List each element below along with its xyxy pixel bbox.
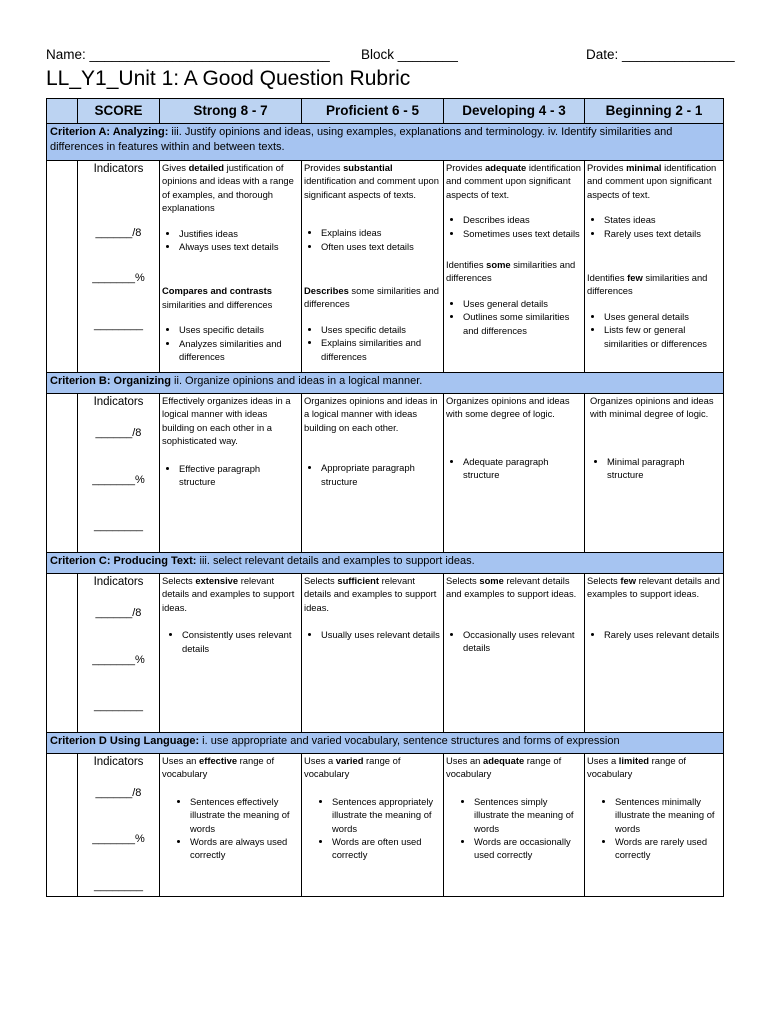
blank-field[interactable]: ________ bbox=[94, 520, 143, 532]
indicator-list bbox=[162, 628, 299, 655]
indicators-label: Indicators bbox=[93, 396, 144, 408]
list-item: • Sentences simply illustrate the meaning of words bbox=[474, 795, 582, 835]
indicators-cell-d bbox=[78, 754, 160, 897]
blank-field[interactable]: ________ bbox=[94, 880, 143, 892]
blank-field[interactable]: ________ bbox=[94, 319, 143, 331]
criterion-b-banner bbox=[47, 373, 724, 394]
indicator-list bbox=[162, 462, 299, 489]
list-item: • Uses specific details bbox=[321, 323, 441, 336]
name-field-line[interactable]: Name: ________________________________ bbox=[46, 47, 330, 62]
list-item: • Explains similarities and differences bbox=[321, 336, 441, 363]
descriptor-text: Identifies few similarities and differences bbox=[587, 272, 708, 297]
header-blank-cell bbox=[47, 99, 78, 124]
indicator-list bbox=[304, 628, 441, 641]
percent-field[interactable]: _______% bbox=[92, 654, 145, 666]
list-item: • Sentences effectively illustrate the meaning of words bbox=[190, 795, 299, 835]
indicator-list bbox=[304, 323, 441, 363]
blank-margin-cell bbox=[47, 754, 78, 897]
score-out-of-8-field[interactable]: ______/8 bbox=[95, 787, 142, 799]
indicators-cell-a bbox=[78, 161, 160, 373]
descriptor-text: Uses a varied range of vocabulary bbox=[304, 755, 401, 780]
descriptor-text: Provides minimal identification and comment upon significant aspects of text. bbox=[587, 162, 717, 200]
list-item: • Consistently uses relevant details bbox=[182, 628, 299, 655]
criterion-d-beginning-cell bbox=[585, 754, 724, 897]
list-item: • Explains ideas bbox=[321, 226, 441, 239]
score-out-of-8-field[interactable]: ______/8 bbox=[95, 227, 142, 239]
criterion-row-a bbox=[47, 124, 724, 161]
criterion-a-banner bbox=[47, 124, 724, 161]
indicators-label: Indicators bbox=[93, 756, 144, 768]
list-item: • Rarely uses text details bbox=[604, 227, 721, 240]
list-item: • Sentences appropriately illustrate the meaning of words bbox=[332, 795, 441, 835]
indicator-list bbox=[304, 461, 441, 488]
blank-margin-cell bbox=[47, 161, 78, 373]
column-header-strong: Strong 8 - 7 bbox=[160, 99, 302, 124]
column-header-developing: Developing 4 - 3 bbox=[444, 99, 585, 124]
indicators-cell-b bbox=[78, 394, 160, 553]
descriptor-text: Selects sufficient relevant details and examples to support ideas. bbox=[304, 575, 437, 613]
list-item: • Justifies ideas bbox=[179, 227, 299, 240]
indicators-cell-c bbox=[78, 574, 160, 733]
list-item: • Uses specific details bbox=[179, 323, 299, 336]
list-item: • States ideas bbox=[604, 213, 721, 226]
descriptor-text: Gives detailed justification of opinions and ideas with a range of examples, and thorough explanations bbox=[162, 162, 294, 214]
criterion-d-description: i. use appropriate and varied vocabulary, sentence structures and forms of expression bbox=[199, 735, 620, 747]
indicators-label: Indicators bbox=[93, 163, 144, 175]
descriptor-text: Selects extensive relevant details and examples to support ideas. bbox=[162, 575, 295, 613]
indicator-list bbox=[304, 226, 441, 253]
percent-field[interactable]: _______% bbox=[92, 272, 145, 284]
criterion-a-developing-cell bbox=[444, 161, 585, 373]
descriptor-text: Compares and contrasts similarities and differences bbox=[162, 285, 273, 310]
criterion-c-beginning-cell bbox=[585, 574, 724, 733]
rubric-header-row bbox=[47, 99, 724, 124]
criterion-a-label: Criterion A: Analyzing: bbox=[50, 126, 169, 138]
percent-field[interactable]: _______% bbox=[92, 833, 145, 845]
list-item: • Uses general details bbox=[463, 297, 582, 310]
descriptor-text: Uses an effective range of vocabulary bbox=[162, 755, 275, 780]
list-item: • Words are occasionally used correctly bbox=[474, 835, 582, 862]
descriptor-text: Provides substantial identification and comment upon significant aspects of texts. bbox=[304, 162, 439, 200]
indicator-list bbox=[446, 628, 582, 655]
score-out-of-8-field[interactable]: ______/8 bbox=[95, 607, 142, 619]
list-item: • Appropriate paragraph structure bbox=[321, 461, 441, 488]
descriptor-text: Identifies some similarities and differences bbox=[446, 259, 576, 284]
indicator-list bbox=[446, 213, 582, 240]
list-item: • Often uses text details bbox=[321, 240, 441, 253]
descriptor-text: Describes some similarities and differences bbox=[304, 285, 439, 310]
criterion-a-levels-row bbox=[47, 161, 724, 373]
score-out-of-8-field[interactable]: ______/8 bbox=[95, 427, 142, 439]
indicator-list bbox=[162, 227, 299, 254]
block-field-line[interactable]: Block ________ bbox=[361, 47, 458, 62]
descriptor-text: Uses an adequate range of vocabulary bbox=[446, 755, 562, 780]
list-item: • Outlines some similarities and differences bbox=[463, 310, 582, 337]
list-item: • Words are often used correctly bbox=[332, 835, 441, 862]
criterion-c-strong-cell bbox=[160, 574, 302, 733]
criterion-a-strong-cell bbox=[160, 161, 302, 373]
date-field-line[interactable]: Date: _______________ bbox=[586, 47, 735, 62]
indicator-list bbox=[587, 213, 721, 240]
indicator-list bbox=[162, 795, 299, 862]
criterion-d-levels-row bbox=[47, 754, 724, 897]
list-item: • Analyzes similarities and differences bbox=[179, 337, 299, 364]
list-item: • Usually uses relevant details bbox=[321, 628, 441, 641]
list-item: • Words are rarely used correctly bbox=[615, 835, 721, 862]
criterion-a-description: iii. Justify opinions and ideas, using examples, explanations and terminology. iv. Identify similarities and differences in features within and between texts. bbox=[50, 126, 673, 153]
descriptor-text: Organizes opinions and ideas with some degree of logic. bbox=[446, 395, 570, 420]
criterion-b-strong-cell bbox=[160, 394, 302, 553]
list-item: • Sometimes uses text details bbox=[463, 227, 582, 240]
criterion-c-levels-row bbox=[47, 574, 724, 733]
criterion-b-proficient-cell bbox=[302, 394, 444, 553]
list-item: • Effective paragraph structure bbox=[179, 462, 299, 489]
list-item: • Rarely uses relevant details bbox=[604, 628, 721, 641]
indicator-list bbox=[446, 297, 582, 337]
criterion-c-description: iii. select relevant details and examples to support ideas. bbox=[196, 555, 475, 567]
criterion-b-description: ii. Organize opinions and ideas in a logical manner. bbox=[171, 375, 423, 387]
criterion-b-beginning-cell bbox=[585, 394, 724, 553]
indicator-list bbox=[587, 795, 721, 862]
column-header-score: SCORE bbox=[78, 99, 160, 124]
descriptor-text: Selects some relevant details and examples to support ideas. bbox=[446, 575, 577, 600]
indicator-list bbox=[587, 310, 721, 350]
criterion-d-banner bbox=[47, 733, 724, 754]
criterion-c-proficient-cell bbox=[302, 574, 444, 733]
indicator-list bbox=[304, 795, 441, 862]
descriptor-text: Uses a limited range of vocabulary bbox=[587, 755, 687, 780]
criterion-c-label: Criterion C: Producing Text: bbox=[50, 555, 197, 567]
page-title: LL_Y1_Unit 1: A Good Question Rubric bbox=[46, 67, 411, 90]
criterion-row-c bbox=[47, 553, 724, 574]
list-item: • Always uses text details bbox=[179, 240, 299, 253]
indicator-list bbox=[590, 455, 721, 482]
criterion-a-proficient-cell bbox=[302, 161, 444, 373]
list-item: • Minimal paragraph structure bbox=[607, 455, 721, 482]
blank-field[interactable]: ________ bbox=[94, 700, 143, 712]
blank-margin-cell bbox=[47, 394, 78, 553]
list-item: • Lists few or general similarities or differences bbox=[604, 323, 721, 350]
indicator-list bbox=[446, 795, 582, 862]
descriptor-text: Organizes opinions and ideas in a logical manner with ideas building on each other. bbox=[304, 395, 438, 433]
blank-margin-cell bbox=[47, 574, 78, 733]
column-header-proficient: Proficient 6 - 5 bbox=[302, 99, 444, 124]
rubric-table bbox=[46, 98, 724, 897]
indicator-list bbox=[446, 455, 582, 482]
criterion-b-label: Criterion B: Organizing bbox=[50, 375, 171, 387]
descriptor-text: Organizes opinions and ideas with minimal degree of logic. bbox=[590, 395, 714, 420]
criterion-b-levels-row bbox=[47, 394, 724, 553]
list-item: • Describes ideas bbox=[463, 213, 582, 226]
list-item: • Adequate paragraph structure bbox=[463, 455, 582, 482]
criterion-d-proficient-cell bbox=[302, 754, 444, 897]
descriptor-text: Provides adequate identification and comment upon significant aspects of text. bbox=[446, 162, 581, 200]
percent-field[interactable]: _______% bbox=[92, 474, 145, 486]
criterion-d-strong-cell bbox=[160, 754, 302, 897]
indicator-list bbox=[162, 323, 299, 363]
criterion-row-b bbox=[47, 373, 724, 394]
list-item: • Sentences minimally illustrate the meaning of words bbox=[615, 795, 721, 835]
criterion-d-label: Criterion D Using Language: bbox=[50, 735, 200, 747]
descriptor-text: Effectively organizes ideas in a logical manner with ideas building on each other in a sophisticated way. bbox=[162, 395, 291, 447]
criterion-d-developing-cell bbox=[444, 754, 585, 897]
indicator-list bbox=[587, 628, 721, 641]
criterion-c-banner bbox=[47, 553, 724, 574]
descriptor-text: Selects few relevant details and examples to support ideas. bbox=[587, 575, 720, 600]
list-item: • Words are always used correctly bbox=[190, 835, 299, 862]
list-item: • Occasionally uses relevant details bbox=[463, 628, 582, 655]
criterion-c-developing-cell bbox=[444, 574, 585, 733]
criterion-b-developing-cell bbox=[444, 394, 585, 553]
column-header-beginning: Beginning 2 - 1 bbox=[585, 99, 724, 124]
indicators-label: Indicators bbox=[93, 576, 144, 588]
criterion-a-beginning-cell bbox=[585, 161, 724, 373]
list-item: • Uses general details bbox=[604, 310, 721, 323]
criterion-row-d bbox=[47, 733, 724, 754]
